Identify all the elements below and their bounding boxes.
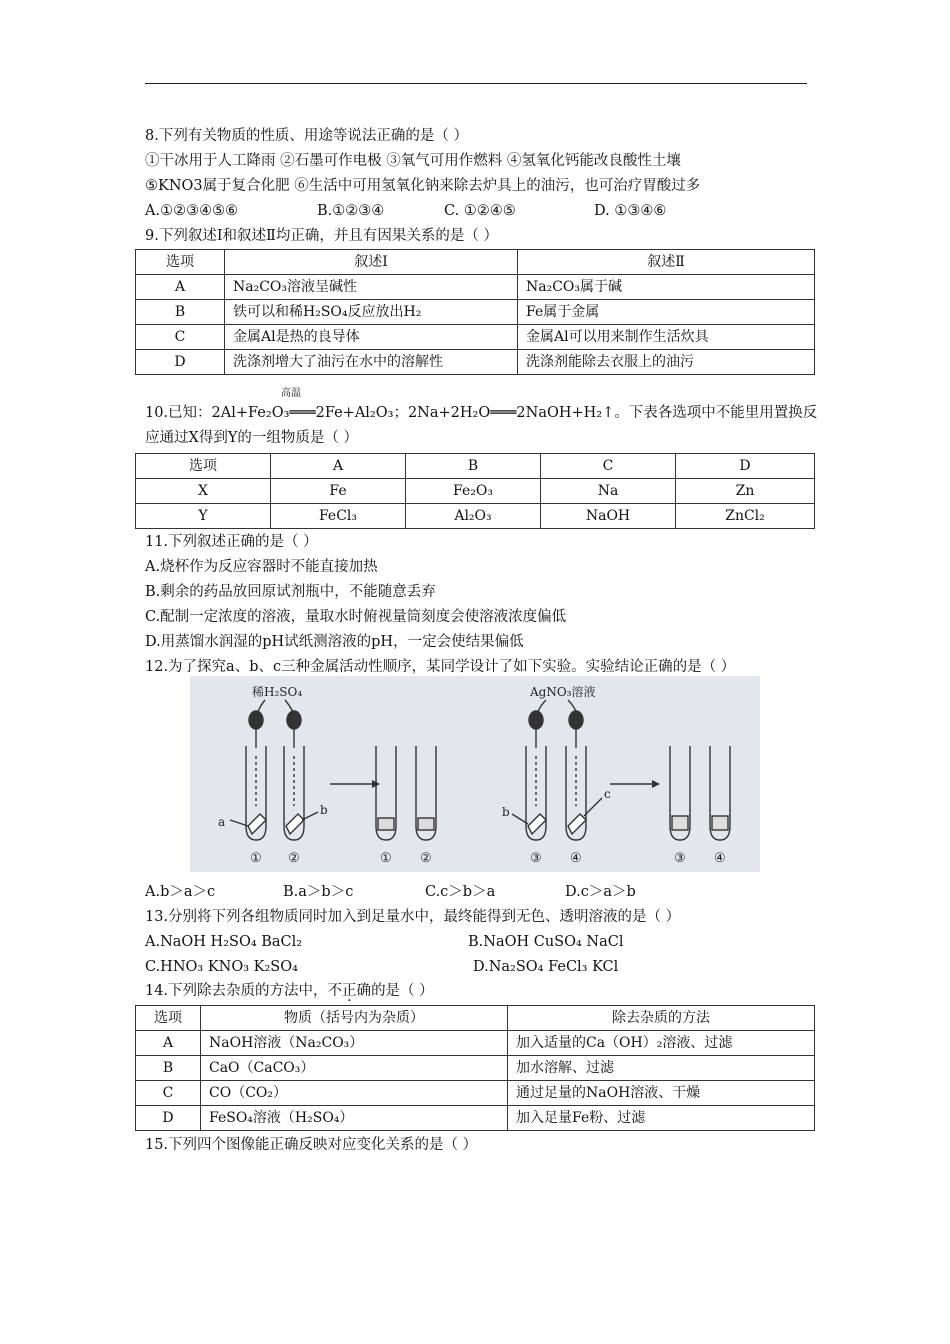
table-header-cell: 除去杂质的方法 [508,1006,815,1031]
q8-option-d: D. ①③④⑥ [594,203,667,219]
table-cell: C [136,1081,201,1106]
table-row [136,1031,815,1056]
table-cell: C [136,325,225,350]
q11-stem: 11.下列叙述正确的是（ ） [145,534,318,550]
table-cell: 加水溶解、过滤 [508,1056,815,1081]
q13-option-b: B.NaOH CuSO₄ NaCl [468,934,624,950]
tube-number: ④ [570,851,582,866]
table-header-cell: 物质（括号内为杂质） [201,1006,508,1031]
table-header-cell: D [676,454,815,479]
q10-table [135,453,815,529]
table-row [136,1056,815,1081]
q13-option-c: C.HNO₃ KNO₃ K₂SO₄ [145,959,298,975]
table-row [136,350,815,375]
table-cell: X [136,479,271,504]
q13-option-a: A.NaOH H₂SO₄ BaCl₂ [145,934,303,950]
table-header-cell: 叙述Ⅰ [225,250,518,275]
q11-option-c: C.配制一定浓度的溶液，量取水时俯视量筒刻度会使溶液浓度偏低 [145,609,567,625]
q8-option-b: B.①②③④ [317,203,385,219]
table-cell: Na₂CO₃溶液呈碱性 [225,275,518,300]
q14-stem [145,981,434,1001]
table-cell: B [136,1056,201,1081]
tube-number: ② [288,851,300,866]
q8-option-a: A.①②③④⑤⑥ [145,203,239,219]
q12-option-b: B.a＞b＞c [283,884,354,900]
table-row [136,275,815,300]
table-cell: CO（CO₂） [201,1081,508,1106]
q15-stem: 15.下列四个图像能正确反映对应变化关系的是（ ） [145,1137,478,1153]
table-cell: D [136,350,225,375]
table-cell: 铁可以和稀H₂SO₄反应放出H₂ [225,300,518,325]
metal-label: c [604,787,611,801]
header-rule [145,83,807,84]
q14-stem-pre: 14.下列除去杂质的方法中， [145,983,328,999]
table-cell: NaOH溶液（Na₂CO₃） [201,1031,508,1056]
q8-option-c: C. ①②④⑤ [444,203,516,219]
q12-option-c: C.c＞b＞a [425,884,496,900]
q9-table [135,249,815,375]
table-header-cell: 选项 [136,250,225,275]
tube-number: ④ [714,851,726,866]
q10-stem-b: 应通过X得到Y的一组物质是（ ） [145,430,359,446]
table-cell: CaO（CaCO₃） [201,1056,508,1081]
table-header-cell: 选项 [136,454,271,479]
tube-number: ③ [530,851,542,866]
tube-number: ③ [674,851,686,866]
table-cell: Y [136,504,271,529]
q12-option-d: D.c＞a＞b [565,884,636,900]
table-cell: Na [541,479,676,504]
table-row [136,479,815,504]
table-cell: NaOH [541,504,676,529]
table-header-row [136,1006,815,1031]
q8-line1: ①干冰用于人工降雨 ②石墨可作电极 ③氧气可用作燃料 ④氢氧化钙能改良酸性土壤 [145,153,681,169]
table-cell: 加入足量Fe粉、过滤 [508,1106,815,1131]
q11-option-b: B.剩余的药品放回原试剂瓶中，不能随意丢弃 [145,584,436,600]
q12-stem: 12.为了探究a、b、c三种金属活动性顺序，某同学设计了如下实验。实验结论正确的是（ ） [145,659,736,675]
table-header-row [136,250,815,275]
table-header-cell: C [541,454,676,479]
q9-stem: 9.下列叙述Ⅰ和叙述Ⅱ均正确，并且有因果关系的是（ ） [145,228,499,244]
table-cell: ZnCl₂ [676,504,815,529]
q13-option-d: D.Na₂SO₄ FeCl₃ KCl [473,959,619,975]
metal-label: b [320,803,328,817]
table-cell: FeSO₄溶液（H₂SO₄） [201,1106,508,1131]
table-cell: B [136,300,225,325]
q14-stem-emphasis: 不正确 [327,983,372,999]
q10-stem-a: 10.已知：2Al+Fe₂O₃═══2Fe+Al₂O₃；2Na+2H₂O═══2NaOH+H₂↑。下表各选项中不能里用置换反 [145,405,818,421]
tube-number: ① [380,851,392,866]
table-row [136,1106,815,1131]
table-cell: 洗涤剂能除去衣服上的油污 [518,350,815,375]
metal-label: b [502,805,510,819]
q10-condition: 高温 [281,388,301,399]
table-cell: FeCl₃ [271,504,406,529]
table-row [136,504,815,529]
q8-stem: 8.下列有关物质的性质、用途等说法正确的是（ ） [145,128,468,144]
q12-options [145,882,636,902]
q12-option-a: A.b＞a＞c [145,884,216,900]
table-cell: 通过足量的NaOH溶液、干燥 [508,1081,815,1106]
table-cell: Al₂O₃ [406,504,541,529]
table-row [136,1081,815,1106]
q11-option-d: D.用蒸馏水润湿的pH试纸测溶液的pH，一定会使结果偏低 [145,634,524,650]
table-row [136,300,815,325]
table-row [136,325,815,350]
q14-table [135,1005,815,1131]
reagent-label-2: AgNO₃溶液 [530,685,596,699]
q11-option-a: A.烧杯作为反应容器时不能直接加热 [145,559,378,575]
q8-line2: ⑤KNO3属于复合化肥 ⑥生活中可用氢氧化钠来除去炉具上的油污，也可治疗胃酸过多 [145,178,701,194]
table-header-cell: 选项 [136,1006,201,1031]
table-cell: Na₂CO₃属于碱 [518,275,815,300]
table-cell: A [136,275,225,300]
table-header-cell: 叙述Ⅱ [518,250,815,275]
table-cell: Fe属于金属 [518,300,815,325]
table-cell: Fe [271,479,406,504]
tube-number: ② [420,851,432,866]
tube-number: ① [250,851,262,866]
table-cell: Fe₂O₃ [406,479,541,504]
metal-label: a [218,815,226,829]
table-header-cell: A [271,454,406,479]
table-cell: 金属Al可以用来制作生活炊具 [518,325,815,350]
table-cell: A [136,1031,201,1056]
q12-experiment-figure [190,676,760,872]
q14-stem-post: 的是（ ） [371,983,434,999]
table-cell: 金属Al是热的良导体 [225,325,518,350]
reagent-label-1: 稀H₂SO₄ [252,685,303,699]
table-cell: Zn [676,479,815,504]
q8-options [145,201,666,221]
experiment-diagram [190,676,760,872]
table-cell: 加入适量的Ca（OH）₂溶液、过滤 [508,1031,815,1056]
q13-stem: 13.分别将下列各组物质同时加入到足量水中，最终能得到无色、透明溶液的是（ ） [145,909,681,925]
table-cell: D [136,1106,201,1131]
table-header-cell: B [406,454,541,479]
table-cell: 洗涤剂增大了油污在水中的溶解性 [225,350,518,375]
table-header-row [136,454,815,479]
